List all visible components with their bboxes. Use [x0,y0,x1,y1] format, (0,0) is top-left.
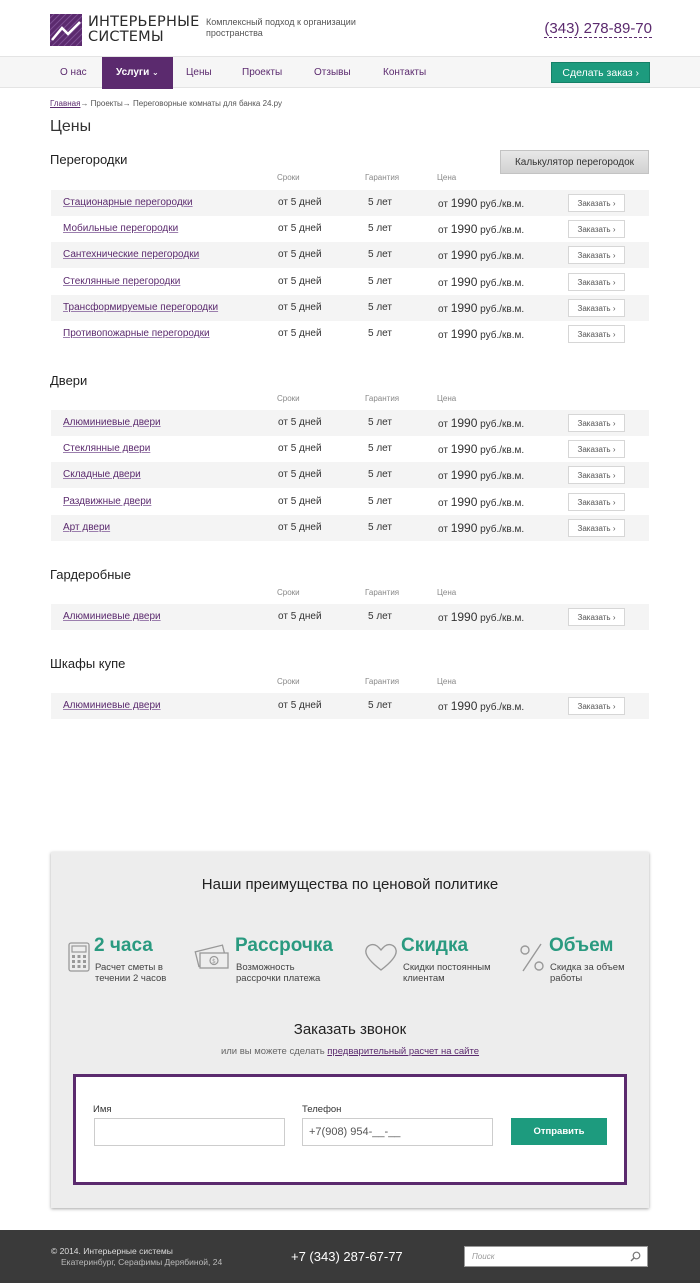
price-value: 1990 [450,222,478,236]
nav-item-label: Цены [186,67,212,78]
price-prefix: от [438,498,451,509]
price-prefix: от [438,419,451,430]
footer-phone[interactable]: +7 (343) 287-67-77 [291,1249,403,1264]
warranty-cell: 5 лет [368,302,392,313]
price-prefix: от [438,225,451,236]
price-value: 1990 [450,248,478,262]
nav-item-label: Услуги [116,67,150,78]
price-prefix: от [438,304,451,315]
column-header-term: Сроки [277,588,300,597]
order-button[interactable]: Заказать › [568,697,625,715]
order-button[interactable]: Заказать › [568,325,625,343]
logo-icon [50,14,82,46]
name-input[interactable] [94,1118,285,1146]
nav-item-label: Проекты [242,67,283,78]
price-value: 1990 [450,468,478,482]
percent-icon [519,942,545,972]
advantage-line: работы [550,972,583,984]
column-header-term: Сроки [277,173,300,182]
search-icon[interactable] [630,1251,641,1262]
table-row [51,436,649,462]
heart-icon [364,942,398,972]
nav-item-prices[interactable] [172,57,226,88]
table-row [51,295,649,321]
term-cell: от 5 дней [278,276,322,287]
warranty-cell: 5 лет [368,249,392,260]
price-unit: руб./кв.м. [477,613,525,624]
warranty-cell: 5 лет [368,522,392,533]
advantage-heading: Объем [549,935,614,956]
order-button[interactable]: Заказать › [568,608,625,626]
section-title: Шкафы купе [50,656,126,671]
phone-label: Телефон [302,1104,342,1115]
column-header-warranty: Гарантия [365,677,400,686]
price-unit: руб./кв.м. [477,304,525,315]
price-value: 1990 [450,327,478,341]
section-title: Гардеробные [50,567,131,582]
term-cell: от 5 дней [278,469,322,480]
order-button[interactable]: Заказать › [568,299,625,317]
advantage-heading: 2 часа [94,935,153,956]
table-row [51,489,649,515]
advantage-heading: Рассрочка [235,935,333,956]
nav-item-services[interactable] [102,57,173,89]
warranty-cell: 5 лет [368,496,392,507]
advantage-description [403,963,491,984]
advantage-line: Расчет сметы в [95,962,163,973]
column-header-price: Цена [437,394,457,403]
logo-text [88,15,199,45]
table-row [51,693,649,719]
price-value: 1990 [450,610,478,624]
price-cell [438,468,524,482]
product-link[interactable]: Противопожарные перегородки [63,328,210,339]
warranty-cell: 5 лет [368,611,392,622]
price-unit: руб./кв.м. [477,471,525,482]
price-value: 1990 [450,495,478,509]
term-cell: от 5 дней [278,223,322,234]
nav-item-label: Отзывы [314,67,351,78]
logo-line-1: ИНТЕРЬЕРНЫЕ [88,14,200,30]
advantage-line: Скидки постоянным [403,962,491,973]
advantage-line: Скидка за объем [550,962,625,973]
table-row [51,269,649,295]
warranty-cell: 5 лет [368,469,392,480]
order-button[interactable]: Заказать › [568,414,625,432]
price-value: 1990 [450,196,478,210]
order-button[interactable]: Заказать › [568,220,625,238]
price-unit: руб./кв.м. [477,702,525,713]
price-unit: руб./кв.м. [477,419,525,430]
price-unit: руб./кв.м. [477,498,525,509]
phone-input[interactable]: +7(908) 954-__-__ [302,1118,493,1146]
term-cell: от 5 дней [278,328,322,339]
callback-form [73,1074,627,1185]
header-phone[interactable]: (343) 278-89-70 [544,20,652,37]
order-button[interactable]: Заказать › [568,519,625,537]
make-order-button[interactable] [551,62,650,83]
breadcrumb-projects[interactable]: → Проекты [80,99,123,108]
term-cell: от 5 дней [278,496,322,507]
price-cell [438,301,524,315]
warranty-cell: 5 лет [368,197,392,208]
order-button[interactable]: Заказать › [568,440,625,458]
column-header-warranty: Гарантия [365,588,400,597]
price-cell [438,222,524,236]
column-header-term: Сроки [277,394,300,403]
nav-item-about[interactable] [46,57,101,88]
product-link[interactable]: Алюминиевые двери [63,417,161,428]
warranty-cell: 5 лет [368,700,392,711]
table-row [51,604,649,630]
term-cell: от 5 дней [278,522,322,533]
product-link[interactable]: Сантехнические перегородки [63,249,200,260]
order-button[interactable]: Заказать › [568,493,625,511]
preliminary-calculation-link[interactable]: предварительный расчет на сайте [327,1046,480,1057]
product-link[interactable]: Стеклянные перегородки [63,276,181,287]
warranty-cell: 5 лет [368,223,392,234]
term-cell: от 5 дней [278,249,322,260]
column-header-term: Сроки [277,677,300,686]
table-row [51,190,649,216]
price-value: 1990 [450,301,478,315]
product-link[interactable]: Алюминиевые двери [63,700,161,711]
make-order-label: Сделать заказ [562,67,633,79]
price-unit: руб./кв.м. [477,199,525,210]
site-header [0,0,700,56]
term-cell: от 5 дней [278,417,322,428]
price-unit: руб./кв.м. [477,445,525,456]
price-cell [438,275,524,289]
money-icon [194,942,230,972]
term-cell: от 5 дней [278,700,322,711]
breadcrumb-home[interactable]: Главная [50,99,81,108]
price-prefix: от [438,524,451,535]
advantage-line: рассрочки платежа [236,972,321,984]
term-cell: от 5 дней [278,443,322,454]
advantages-title: Наши преимущества по ценовой политике [201,876,499,893]
table-row [51,216,649,242]
product-link[interactable]: Стационарные перегородки [63,197,193,208]
advantage-line: Возможность [236,962,295,973]
price-value: 1990 [450,275,478,289]
partition-calculator-button[interactable]: Калькулятор перегородок [500,150,649,174]
price-value: 1990 [450,521,478,535]
column-header-warranty: Гарантия [365,394,400,403]
column-header-price: Цена [437,677,457,686]
section-title: Двери [50,373,88,388]
warranty-cell: 5 лет [368,276,392,287]
arrow-right-icon: › [635,67,639,79]
chevron-down-icon: ⌄ [152,68,159,77]
footer-copyright-block [51,1246,222,1268]
price-cell [438,248,524,262]
table-row [51,515,649,541]
search-input[interactable] [464,1246,648,1267]
calculator-icon [67,942,93,972]
warranty-cell: 5 лет [368,443,392,454]
breadcrumb [50,99,282,108]
address: Екатеринбург, Серафимы Дерябиной, 24 [61,1257,223,1267]
page-title: Цены [50,118,92,135]
price-prefix: от [438,199,451,210]
price-cell [438,610,524,624]
price-cell [438,442,524,456]
price-cell [438,699,524,713]
callback-subtitle-text: или вы можете сделать [220,1046,328,1057]
advantage-line: клиентам [403,972,445,984]
price-unit: руб./кв.м. [477,330,525,341]
column-header-warranty: Гарантия [365,173,400,182]
search-placeholder: Поиск [472,1252,495,1261]
price-prefix: от [438,445,451,456]
term-cell: от 5 дней [278,197,322,208]
price-cell [438,521,524,535]
warranty-cell: 5 лет [368,417,392,428]
section-title: Перегородки [50,152,128,167]
advantages-panel [51,852,649,1208]
price-cell [438,196,524,210]
price-value: 1990 [450,442,478,456]
price-prefix: от [438,471,451,482]
nav-item-reviews[interactable] [300,57,365,88]
site-footer [0,1230,700,1283]
price-cell [438,495,524,509]
nav-item-label: Контакты [383,67,427,78]
send-button[interactable]: Отправить [511,1118,607,1145]
breadcrumb-current: → Переговорные комнаты для банка 24.ру [122,99,283,108]
price-prefix: от [438,613,451,624]
advantage-description [550,963,625,984]
logo[interactable] [50,14,199,46]
price-prefix: от [438,278,451,289]
product-link[interactable]: Мобильные перегородки [63,223,179,234]
column-header-price: Цена [437,173,457,182]
price-unit: руб./кв.м. [477,251,525,262]
name-label: Имя [93,1104,112,1115]
price-unit: руб./кв.м. [477,225,525,236]
price-value: 1990 [450,416,478,430]
callback-subtitle [51,1046,649,1057]
term-cell: от 5 дней [278,611,322,622]
order-button[interactable]: Заказать › [568,246,625,264]
price-prefix: от [438,330,451,341]
advantage-line: течении 2 часов [95,972,167,984]
callback-title: Заказать звонок [293,1021,407,1038]
table-row [51,242,649,268]
price-prefix: от [438,251,451,262]
warranty-cell: 5 лет [368,328,392,339]
order-button[interactable]: Заказать › [568,273,625,291]
advantage-description [236,963,320,984]
table-row [51,410,649,436]
copyright: © 2014. Интерьерные системы [51,1246,173,1256]
price-unit: руб./кв.м. [477,524,525,535]
product-link[interactable]: Складные двери [63,469,141,480]
price-unit: руб./кв.м. [477,278,525,289]
svg-text:$: $ [212,958,216,965]
table-row [51,321,649,347]
term-cell: от 5 дней [278,302,322,313]
product-link[interactable]: Алюминиевые двери [63,611,161,622]
advantage-description [95,963,166,984]
product-link[interactable]: Стеклянные двери [63,443,151,454]
order-button[interactable]: Заказать › [568,466,625,484]
price-prefix: от [438,702,451,713]
nav-item-label: О нас [60,67,87,78]
price-value: 1990 [450,699,478,713]
logo-line-2: СИСТЕМЫ [88,29,164,45]
product-link[interactable]: Раздвижные двери [63,496,152,507]
price-cell [438,327,524,341]
tagline: Комплексный подход к организации пространства [206,17,356,38]
price-cell [438,416,524,430]
column-header-price: Цена [437,588,457,597]
product-link[interactable]: Трансформируемые перегородки [63,302,219,313]
table-row [51,462,649,488]
advantage-heading: Скидка [401,935,469,956]
nav-item-contacts[interactable] [369,57,440,88]
nav-item-projects[interactable] [228,57,296,88]
product-link[interactable]: Арт двери [63,522,111,533]
order-button[interactable]: Заказать › [568,194,625,212]
main-nav [0,56,700,88]
